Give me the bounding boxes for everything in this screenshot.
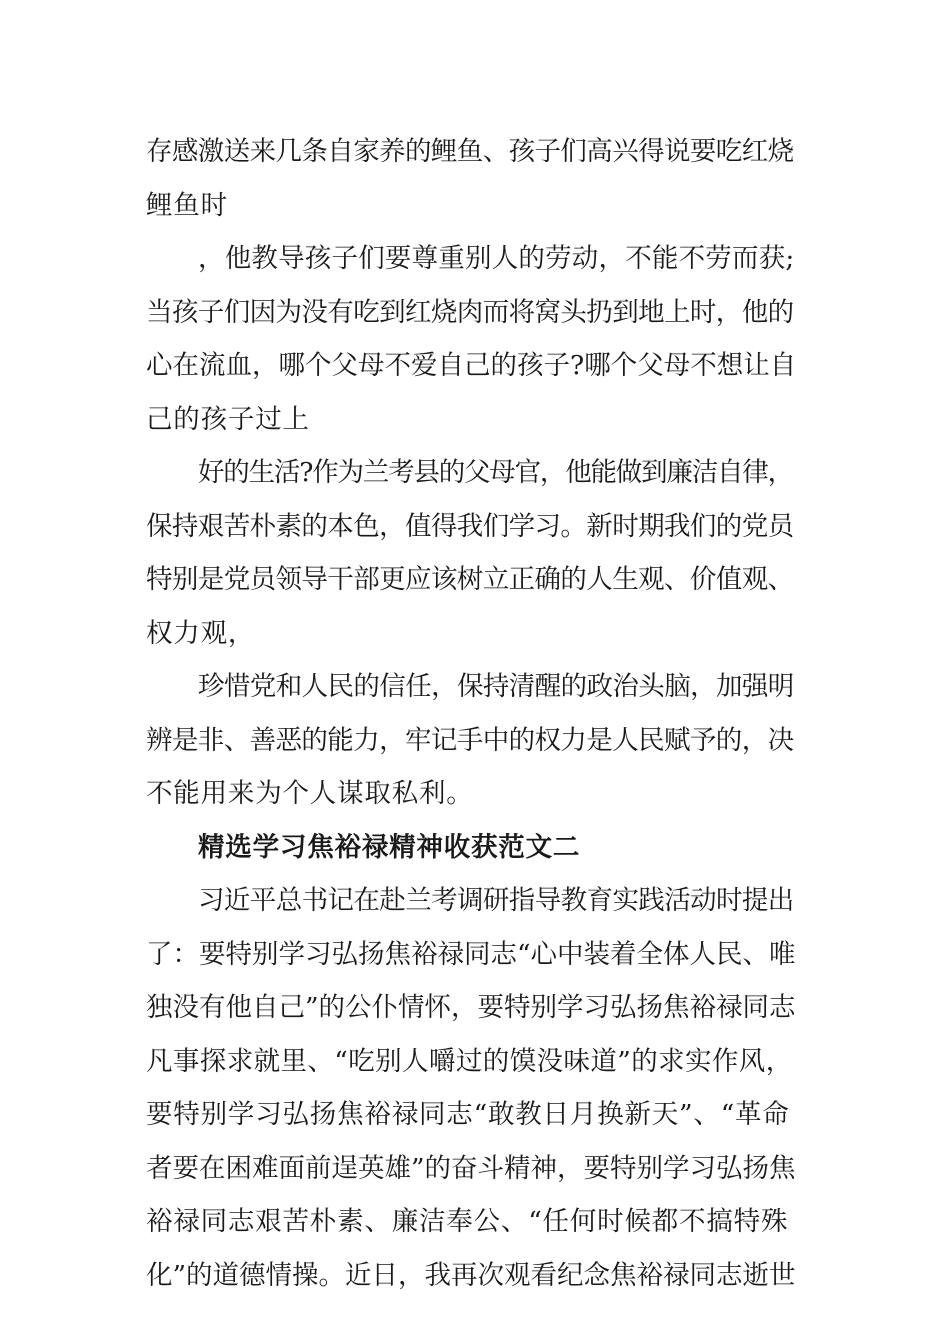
text-line: 特别是党员领导干部更应该树立正确的人生观、价值观、 [146, 564, 794, 595]
document-body [146, 125, 796, 1302]
text-line: 了：要特别学习弘扬焦裕禄同志“心中装着全体人民、唯 [146, 938, 796, 970]
text-line: 保持艰苦朴素的本色，值得我们学习。新时期我们的党员 [146, 510, 794, 542]
text-line: 心在流血，哪个父母不爱自己的孩子?哪个父母不想让自 [146, 350, 797, 381]
text-line: 凡事探求就里、“吃别人嚼过的馍没味道”的求实作风， [146, 1045, 793, 1077]
paragraph [146, 125, 796, 232]
text-line: 者要在困难面前逞英雄”的奋斗精神，要特别学习弘扬焦 [146, 1152, 796, 1184]
text-line: 存感激送来几条自家养的鲤鱼、孩子们高兴得说要吃红烧 [146, 136, 794, 167]
text-line: 权力观， [146, 617, 256, 649]
text-line: ，他教导孩子们要尊重别人的劳动，不能不劳而获; [198, 243, 795, 274]
text-line: 辨是非、善恶的能力，牢记手中的权力是人民赋予的，决 [146, 724, 794, 756]
text-line: 要特别学习弘扬焦裕禄同志“敢教日月换新天”、“革命 [146, 1099, 790, 1130]
heading-text: 精选学习焦裕禄精神收获范文二 [198, 831, 581, 863]
text-line: 习近平总书记在赴兰考调研指导教育实践活动时提出 [198, 885, 794, 916]
text-line: 当孩子们因为没有吃到红烧肉而将窝头扔到地上时，他的 [146, 296, 794, 328]
text-line: 鲤鱼时 [146, 189, 228, 221]
text-line: 化”的道德情操。近日，我再次观看纪念焦裕禄同志逝世 [146, 1259, 796, 1291]
paragraph [146, 446, 796, 660]
paragraph [146, 232, 796, 446]
paragraph [146, 874, 796, 1302]
paragraph [146, 660, 796, 821]
text-line: 裕禄同志艰苦朴素、廉洁奉公、“任何时候都不搞特殊 [146, 1206, 789, 1237]
text-line: 珍惜党和人民的信任，保持清醒的政治头脑，加强明 [198, 671, 794, 702]
text-line: 不能用来为个人谋取私利。 [146, 778, 474, 809]
section-heading [146, 821, 796, 875]
text-line: 好的生活?作为兰考县的父母官，他能做到廉洁自律， [198, 457, 793, 488]
text-line: 独没有他自己”的公仆情怀，要特别学习弘扬焦裕禄同志 [146, 992, 796, 1023]
text-line: 己的孩子过上 [146, 403, 310, 435]
